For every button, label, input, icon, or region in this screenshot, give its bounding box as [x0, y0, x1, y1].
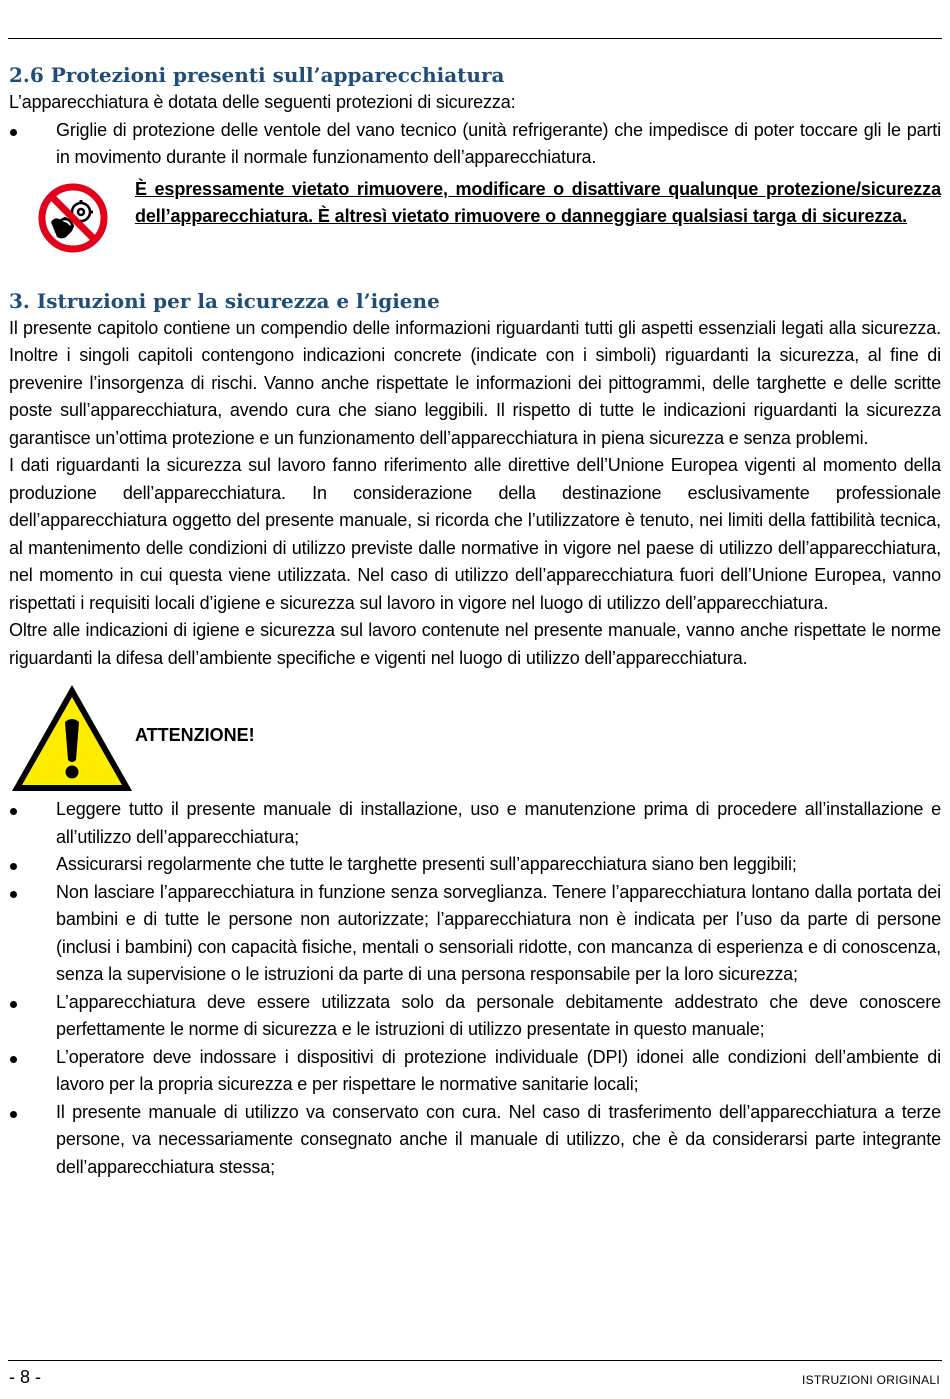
list-item: L’operatore deve indossare i dispositivi di protezione individuale (DPI) idonei alle condizioni dell’ambiente di lavoro per la propria sicurezza e per rispettare le normative sanitarie locali;: [9, 1044, 941, 1099]
section-2-6-list: [9, 117, 941, 172]
bullet-icon: [10, 1111, 17, 1118]
bullet-icon: [10, 1056, 17, 1063]
section-3-title: 3. Istruzioni per la sicurezza e l’igiene: [9, 288, 440, 313]
footer-rule: [8, 1360, 942, 1361]
section-3-paragraph: Oltre alle indicazioni di igiene e sicurezza sul lavoro contenute nel presente manuale, vanno anche rispettate le norme riguardanti la difesa dell’ambiente specifiche e vigenti nel luogo di utilizzo dell’apparecchiatura.: [9, 620, 941, 668]
page-number: - 8 -: [9, 1367, 42, 1387]
list-item: Leggere tutto il presente manuale di installazione, uso e manutenzione prima di procedere all’installazione e all’utilizzo dell’apparecchiatura;: [9, 796, 941, 851]
prohibition-notice: [9, 176, 941, 276]
warning-triangle-icon: [9, 682, 135, 794]
list-item: Il presente manuale di utilizzo va conservato con cura. Nel caso di trasferimento dell’apparecchiatura a terze persone, va necessariamente consegnato anche il manuale di utilizzo, che è da considerarsi parte integrante dell’apparecchiatura stessa;: [9, 1099, 941, 1182]
header-rule: [8, 38, 942, 39]
attention-notice: [9, 682, 941, 796]
section-2-6-title: 2.6 Protezioni presenti sull’apparecchiatura: [9, 63, 505, 87]
no-touch-moving-parts-icon: [37, 182, 109, 254]
page-content: [9, 62, 941, 1181]
prohibition-warning-text: È espressamente vietato rimuovere, modificare o disattivare qualunque protezione/sicurezza dell’apparecchiatura. È altresì vietato rimuovere o danneggiare qualsiasi targa di sicurezza.: [135, 178, 941, 226]
bullet-icon: [10, 891, 17, 898]
bullet-icon: [10, 808, 17, 815]
list-item: Griglie di protezione delle ventole del vano tecnico (unità refrigerante) che impedisce di poter toccare gli le parti in movimento durante il normale funzionamento dell’apparecchiatura.: [9, 117, 941, 172]
list-item: Assicurarsi regolarmente che tutte le targhette presenti sull’apparecchiatura siano ben leggibili;: [9, 851, 941, 879]
list-item: Non lasciare l’apparecchiatura in funzione senza sorveglianza. Tenere l’apparecchiatura lontano dalla portata dei bambini e di tutte le persone non autorizzate; l’apparecchiatura non è indicata per l’uso da parte di persone (inclusi i bambini) con capacità fisiche, mentali o sensoriali ridotte, con mancanza di esperienza e di conoscenza, senza la supervisione o le istruzioni da parte di una persona responsabile per la loro sicurezza;: [9, 879, 941, 989]
bullet-icon: [10, 1001, 17, 1008]
bullet-icon: [10, 129, 17, 136]
section-3-paragraph: Il presente capitolo contiene un compendio delle informazioni riguardanti tutti gli aspetti essenziali legati alla sicurezza. Inoltre i singoli capitoli contengono indicazioni concrete (indicate con i simboli) riguardanti la sicurezza, al fine di prevenire l’insorgenza di rischi. Vanno anche rispettate le informazioni dei pittogrammi, delle targhette e delle scritte poste sull’apparecchiatura, avendo cura che siano leggibili. Il rispetto di tutte le indicazioni riguardanti la sicurezza garantisce un’ottima protezione e un funzionamento dell’apparecchiatura in piena sicurezza e senza problemi.: [9, 317, 941, 448]
section-2-6-intro: L’apparecchiatura è dotata delle seguenti protezioni di sicurezza:: [9, 92, 516, 112]
bullet-icon: [10, 863, 17, 870]
list-item: L’apparecchiatura deve essere utilizzata solo da personale debitamente addestrato che deve conoscere perfettamente le norme di sicurezza e le istruzioni di utilizzo presentate in questo manuale;: [9, 989, 941, 1044]
footer-label: ISTRUZIONI ORIGINALI: [801, 1373, 940, 1387]
safety-instructions-list: [9, 796, 941, 1181]
section-3-paragraph: I dati riguardanti la sicurezza sul lavoro fanno riferimento alle direttive dell’Unione Europea vigenti al momento della produzione dell’apparecchiatura. In considerazione della destinazione esclusivamente professionale dell’apparecchiatura oggetto del presente manuale, si ricorda che l’utilizzatore è tenuto, nei limiti della fattibilità tecnica, al mantenimento delle condizioni di utilizzo previste dalle normative in vigore nel paese di utilizzo dell’apparecchiatura, nel momento in cui questa viene utilizzata. Nel caso di utilizzo dell’apparecchiatura fuori dell’Unione Europea, vanno rispettati i requisiti locali d’igiene e sicurezza sul lavoro in vigore nel luogo di utilizzo dell’apparecchiatura.: [9, 455, 941, 613]
attention-label: ATTENZIONE!: [135, 725, 255, 745]
